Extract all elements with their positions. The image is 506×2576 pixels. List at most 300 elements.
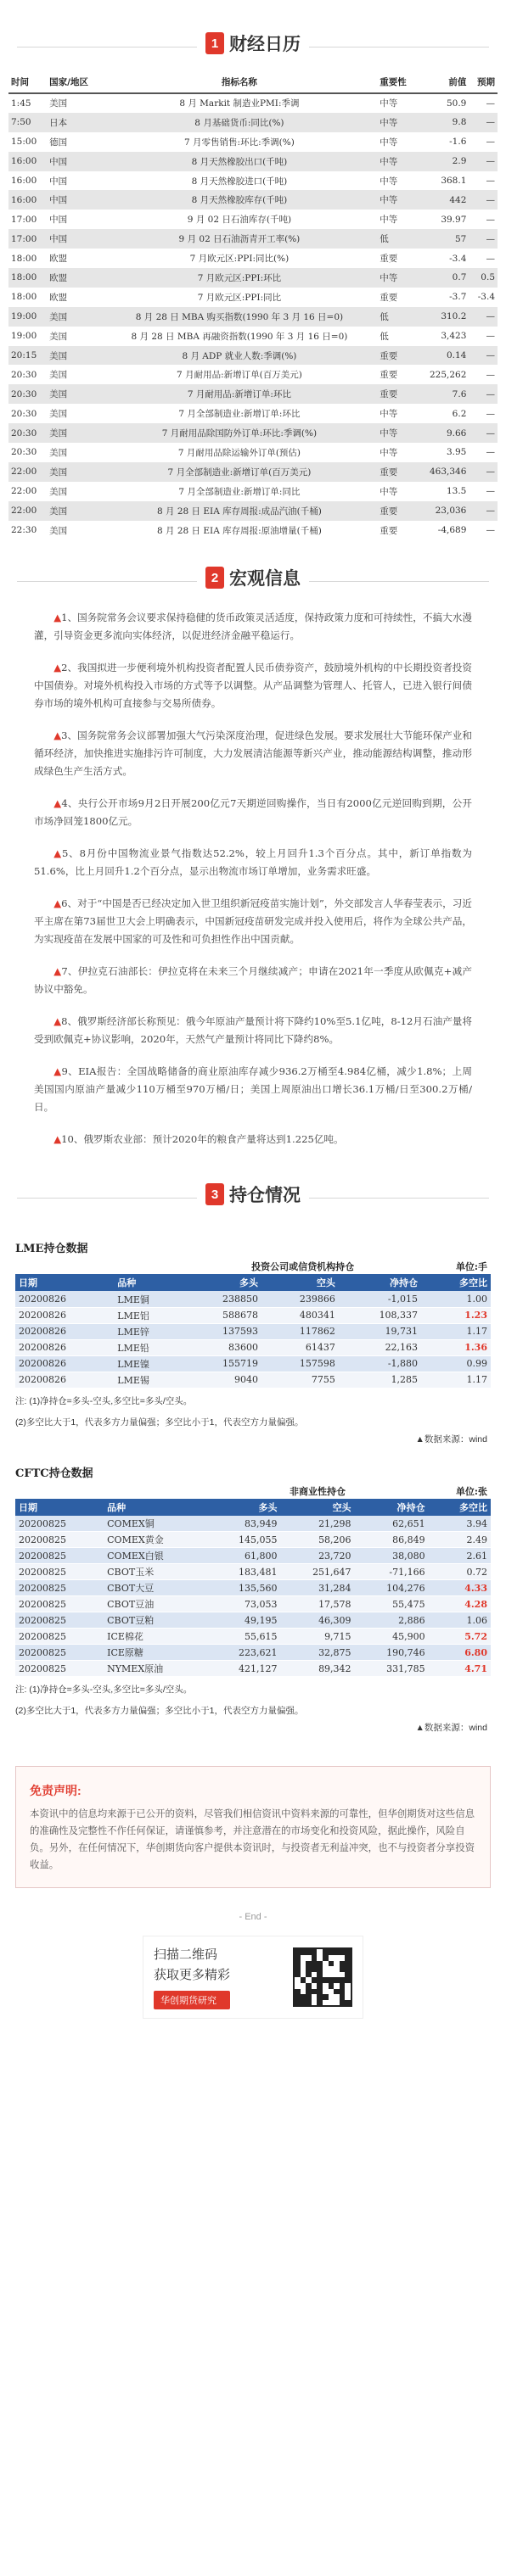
news-text: 8、俄罗斯经济部长称预见：俄今年原油产量预计将下降约10%至5.1亿吨，8-12月石油产量将受到欧佩克+协议影响，2020年，天然气产量预计将同比下降约8%。 — [34, 1015, 472, 1046]
cftc-col-header: 空头 — [281, 1499, 355, 1516]
cell-previous: 225,262 — [429, 369, 467, 380]
table-header-row — [8, 71, 498, 93]
cftc-cell: 83,949 — [206, 1516, 280, 1532]
lme-col-header: 空头 — [261, 1274, 339, 1291]
lme-cell: -1,015 — [339, 1291, 421, 1307]
cell-indicator: 7 月零售销售:环比:季调(%) — [184, 137, 295, 148]
lme-note-2: (2)多空比大于1，代表多方力量偏强；多空比小于1，代表空方力量偏强。 — [15, 1417, 304, 1428]
cell-indicator: 7 月全部制造业:新增订单(百万美元) — [102, 462, 378, 482]
col-forecast: 预期 — [469, 71, 498, 93]
section-header-calendar — [0, 31, 506, 64]
lme-col-header: 日期 — [15, 1274, 114, 1291]
cftc-cell: 4.28 — [429, 1596, 491, 1612]
cell-previous: 9.8 — [417, 113, 469, 132]
calendar-row — [8, 327, 498, 346]
calendar-row — [8, 462, 498, 482]
cftc-cell: 104,276 — [355, 1580, 429, 1596]
lme-cell: 238850 — [184, 1291, 261, 1307]
cell-importance: 中等 — [377, 190, 417, 210]
calendar-row — [8, 404, 498, 423]
calendar-row — [8, 210, 498, 229]
cell-previous: 310.2 — [417, 307, 469, 327]
calendar-row — [8, 443, 498, 462]
disclaimer-box — [15, 1766, 491, 1888]
news-item — [34, 845, 472, 880]
cftc-cell: 55,475 — [355, 1596, 429, 1612]
section-title: 持仓情况 — [229, 1186, 301, 1206]
cftc-cell: COMEX铜 — [104, 1516, 206, 1532]
cell-forecast: — — [486, 447, 495, 458]
cell-indicator: 8 月 28 日 EIA 库存周报:成品汽油(千桶) — [102, 501, 378, 521]
cftc-cell: 38,080 — [355, 1548, 429, 1564]
news-item — [34, 1131, 472, 1148]
cell-indicator: 7 月耐用品:新增订单:环比 — [102, 384, 378, 404]
lme-cell: LME锡 — [114, 1372, 184, 1388]
triangle-bullet-icon: ▲ — [53, 897, 62, 910]
cell-time: 16:00 — [8, 152, 47, 171]
lme-cell: 108,337 — [339, 1307, 421, 1323]
cell-country: 美国 — [47, 307, 102, 327]
table-row — [15, 1645, 491, 1661]
cell-previous: -4,689 — [437, 525, 467, 536]
news-item — [34, 963, 472, 998]
cell-country: 欧盟 — [47, 268, 102, 288]
cftc-cell: 2.49 — [429, 1532, 491, 1548]
table-row — [15, 1629, 491, 1645]
cell-indicator: 8 月 Markit 制造业PMI:季调 — [179, 98, 300, 109]
cftc-cell: 331,785 — [355, 1661, 429, 1677]
lme-cell: 1.23 — [421, 1307, 491, 1323]
cftc-cell: 49,195 — [206, 1612, 280, 1629]
cell-country: 德国 — [49, 137, 68, 148]
lme-col-header: 净持仓 — [339, 1274, 421, 1291]
lme-cell: 155719 — [184, 1355, 261, 1372]
triangle-bullet-icon: ▲ — [53, 612, 62, 624]
cell-time: 22:00 — [11, 486, 37, 497]
cell-country: 欧盟 — [49, 254, 68, 265]
news-text: 5、8月份中国物流业景气指数达52.2%，较上月回升1.3个百分点。其中，新订单指数为51.6%，比上月回升1.2个百分点，显示出物流市场订单增加，业务需求旺盛。 — [34, 847, 472, 878]
calendar-row — [8, 249, 498, 268]
lme-cell: LME铝 — [114, 1307, 184, 1323]
cftc-cell: 61,800 — [206, 1548, 280, 1564]
cell-time: 20:30 — [11, 408, 37, 419]
triangle-bullet-icon: ▲ — [53, 1015, 62, 1028]
cftc-cell: 20200825 — [15, 1661, 104, 1677]
news-text: 1、国务院常务会议要求保持稳健的货币政策灵活适度，保持政策力度和可持续性，不搞大水漫灌，引导资金更多流向实体经济，以促进经济金融平稳运行。 — [34, 612, 472, 642]
cell-time: 17:00 — [11, 214, 37, 225]
cell-importance: 中等 — [380, 137, 398, 148]
cftc-cell: 62,651 — [355, 1516, 429, 1532]
cell-time: 16:00 — [11, 176, 37, 186]
news-text: 4、央行公开市场9月2日开展200亿元7天期逆回购操作，当日有2000亿元逆回购到期，公开市场净回笼1800亿元。 — [34, 797, 472, 828]
cftc-title-text: CFTC持仓数据 — [15, 1467, 93, 1480]
lme-cell: 1.36 — [421, 1339, 491, 1355]
section-number-badge: 1 — [205, 32, 224, 54]
cell-previous: 0.7 — [417, 268, 469, 288]
cell-time: 20:15 — [8, 346, 47, 366]
lme-cell: LME镍 — [114, 1355, 184, 1372]
cftc-cell: 4.71 — [429, 1661, 491, 1677]
cell-time: 22:00 — [8, 501, 47, 521]
cell-time: 20:30 — [11, 447, 37, 458]
section-number-badge: 3 — [205, 1183, 224, 1205]
cell-time: 19:00 — [11, 331, 37, 342]
cell-forecast: — — [469, 501, 498, 521]
lme-cell: LME铜 — [114, 1291, 184, 1307]
cell-country: 美国 — [49, 98, 68, 109]
qr-line-2: 获取更多精彩 — [154, 1968, 231, 1983]
cftc-source: ▲数据来源：wind — [415, 1723, 487, 1734]
cell-time: 18:00 — [11, 292, 37, 303]
news-item — [34, 609, 472, 645]
col-time: 时间 — [8, 71, 47, 93]
cell-country: 美国 — [47, 384, 102, 404]
lme-cell: 22,163 — [339, 1339, 421, 1355]
news-text: 2、我国拟进一步便利境外机构投资者配置人民币债券资产，鼓励境外机构的中长期投资者投资中国债券。对境外机构投入市场的方式等予以调整。从产品调整为管理人、托管人，已进入银行间债券市场的境外机构可直接参与交易所债券。 — [34, 662, 472, 710]
cell-previous: 3,423 — [441, 331, 467, 342]
table-row — [15, 1596, 491, 1612]
cftc-cell: 145,055 — [206, 1532, 280, 1548]
lme-cell: 20200826 — [15, 1339, 114, 1355]
disclaimer-title: 免责声明: — [30, 1784, 82, 1798]
cell-indicator: 8 月天然橡胶库存(千吨) — [102, 190, 378, 210]
calendar-row — [8, 521, 498, 540]
cell-indicator: 8 月 ADP 就业人数:季调(%) — [102, 346, 378, 366]
cftc-cell: ICE棉花 — [104, 1629, 206, 1645]
col-importance: 重要性 — [377, 71, 417, 93]
cell-importance: 中等 — [377, 113, 417, 132]
cftc-cell: 2,886 — [355, 1612, 429, 1629]
cell-country: 美国 — [47, 346, 102, 366]
col-previous: 前值 — [417, 71, 469, 93]
cftc-cell: CBOT豆油 — [104, 1596, 206, 1612]
lme-cell: 20200826 — [15, 1355, 114, 1372]
cell-indicator: 8 月 28 日 MBA 购买指数(1990 年 3 月 16 日=0) — [102, 307, 378, 327]
lme-title-text: LME持仓数据 — [15, 1243, 88, 1256]
lme-cell: 0.99 — [421, 1355, 491, 1372]
cell-country: 美国 — [49, 331, 68, 342]
cell-previous: 39.97 — [441, 214, 467, 225]
lme-cell: 20200826 — [15, 1291, 114, 1307]
news-item — [34, 727, 472, 780]
cell-time: 22:00 — [8, 462, 47, 482]
disclaimer-text: 本资讯中的信息均来源于已公开的资料，尽管我们相信资讯中资料来源的可靠性，但华创期货对这些信息的准确性及完整性不作任何保证，请谨慎参考，并注意潜在的市场变化和投资风险，据此操作，风险自负。另外，在任何情况下，华创期货向客户提供本资讯时，与投资者无利益冲突，也不与投资者分享投资收益。 — [30, 1809, 475, 1871]
cftc-cell: 1.06 — [429, 1612, 491, 1629]
cftc-note-1: 注: (1)净持仓=多头-空头,多空比=多头/空头。 — [15, 1685, 193, 1696]
table-row — [15, 1291, 491, 1307]
cftc-col-header: 品种 — [104, 1499, 206, 1516]
cell-previous: 13.5 — [446, 486, 467, 497]
lme-cell: 83600 — [184, 1339, 261, 1355]
lme-note-1: 注: (1)净持仓=多头-空头,多空比=多头/空头。 — [15, 1395, 193, 1406]
cftc-cell: 58,206 — [281, 1532, 355, 1548]
end-marker: - End - — [239, 1912, 267, 1923]
cell-indicator: 7 月欧元区:PPI:同比 — [197, 292, 282, 303]
lme-cell: 1.17 — [421, 1372, 491, 1388]
cell-previous: 0.14 — [417, 346, 469, 366]
cell-forecast: — — [469, 423, 498, 443]
qr-brand: 华创期货研究 — [154, 1991, 230, 2009]
cftc-cell: 183,481 — [206, 1564, 280, 1580]
cell-country: 美国 — [49, 486, 68, 497]
calendar-row — [8, 93, 498, 113]
cftc-cell: 4.33 — [429, 1580, 491, 1596]
cftc-note-2: (2)多空比大于1，代表多方力量偏强；多空比小于1，代表空方力量偏强。 — [15, 1706, 304, 1717]
cell-forecast: 0.5 — [469, 268, 498, 288]
cftc-cell: 20200825 — [15, 1596, 104, 1612]
cell-previous: 7.6 — [417, 384, 469, 404]
cell-previous: 23,036 — [417, 501, 469, 521]
qr-code-icon[interactable] — [293, 1947, 352, 2007]
qr-line-1: 扫描二维码 — [154, 1947, 218, 1963]
lme-cell: 61437 — [261, 1339, 339, 1355]
news-item — [34, 795, 472, 830]
cell-importance: 中等 — [377, 268, 417, 288]
triangle-bullet-icon: ▲ — [53, 729, 62, 742]
lme-source: ▲数据来源：wind — [415, 1433, 487, 1444]
cell-forecast: — — [469, 462, 498, 482]
calendar-row — [8, 190, 498, 210]
cell-time: 20:30 — [8, 423, 47, 443]
cftc-cell: -71,166 — [355, 1564, 429, 1580]
news-item — [34, 1013, 472, 1048]
cftc-cell: 20200825 — [15, 1580, 104, 1596]
triangle-bullet-icon: ▲ — [53, 797, 62, 810]
lme-cell: 157598 — [261, 1355, 339, 1372]
cell-importance: 重要 — [380, 292, 398, 303]
calendar-row — [8, 365, 498, 384]
cell-previous: 463,346 — [417, 462, 469, 482]
cell-country: 美国 — [47, 501, 102, 521]
news-text: 3、国务院常务会议部署加强大气污染深度治理，促进绿色发展。要求发展壮大节能环保产业和循环经济，加快推进实施排污许可制度，大力发展清洁能源等新兴产业，推动能源结构调整，推动形成绿色生产生活方式。 — [34, 729, 472, 778]
triangle-bullet-icon: ▲ — [53, 1133, 62, 1146]
cell-previous: 442 — [417, 190, 469, 210]
cell-indicator: 7 月耐用品:新增订单(百万美元) — [177, 370, 302, 381]
cell-time: 20:30 — [11, 369, 37, 380]
cftc-cell: 17,578 — [281, 1596, 355, 1612]
cftc-cell: 55,615 — [206, 1629, 280, 1645]
cftc-col-header: 净持仓 — [355, 1499, 429, 1516]
lme-cell: 588678 — [184, 1307, 261, 1323]
lme-col-header: 多头 — [184, 1274, 261, 1291]
calendar-row — [8, 307, 498, 327]
cftc-cell: 251,647 — [281, 1564, 355, 1580]
cell-country: 中国 — [49, 176, 68, 187]
cftc-cell: 5.72 — [429, 1629, 491, 1645]
cell-importance: 中等 — [380, 98, 398, 109]
cell-importance: 重要 — [380, 370, 398, 381]
table-row — [15, 1307, 491, 1323]
lme-title — [15, 1239, 491, 1255]
cell-indicator: 7 月耐用品除运输外订单(预估) — [177, 447, 301, 458]
news-text: 7、伊拉克石油部长：伊拉克将在未来三个月继续减产；申请在2021年一季度从欧佩克+减产协议中豁免。 — [34, 965, 472, 996]
cell-forecast: — — [469, 190, 498, 210]
cell-forecast: — — [486, 98, 495, 109]
lme-cell: 117862 — [261, 1323, 339, 1339]
cell-previous: -3.7 — [449, 292, 467, 303]
table-row — [15, 1339, 491, 1355]
cftc-cell: 0.72 — [429, 1564, 491, 1580]
cell-forecast: — — [486, 525, 495, 536]
cell-importance: 中等 — [380, 486, 398, 497]
col-indicator: 指标名称 — [102, 71, 378, 93]
cell-importance: 中等 — [377, 423, 417, 443]
cell-importance: 低 — [377, 229, 417, 249]
lme-cell: 9040 — [184, 1372, 261, 1388]
cftc-cell: 6.80 — [429, 1645, 491, 1661]
triangle-bullet-icon: ▲ — [53, 662, 62, 674]
lme-cell: 7755 — [261, 1372, 339, 1388]
cftc-cell: 9,715 — [281, 1629, 355, 1645]
cell-forecast: — — [486, 214, 495, 225]
cell-country: 中国 — [47, 229, 102, 249]
cell-importance: 低 — [377, 307, 417, 327]
cftc-cell: 32,875 — [281, 1645, 355, 1661]
cell-importance: 重要 — [377, 462, 417, 482]
cell-country: 美国 — [49, 447, 68, 458]
cftc-cell: COMEX黄金 — [104, 1532, 206, 1548]
cell-country: 美国 — [47, 462, 102, 482]
cell-importance: 中等 — [380, 409, 398, 420]
table-row — [15, 1372, 491, 1388]
news-text: 6、对于“中国是否已经决定加入世卫组织新冠疫苗实施计划”，外交部发言人华春莹表示，习近平主席在第73届世卫大会上明确表示，中国新冠疫苗研发完成并投入使用后，将作为全球公共产品，为实现疫苗在发展中国家的可及性和可负担性作出中国贡献。 — [34, 897, 472, 946]
lme-cell: LME铅 — [114, 1339, 184, 1355]
cell-time: 20:30 — [8, 384, 47, 404]
section-header-macro — [0, 565, 506, 599]
cell-time: 15:00 — [11, 137, 37, 148]
cell-time: 18:00 — [8, 268, 47, 288]
cell-forecast: -3.4 — [477, 292, 495, 303]
cftc-cell: 190,746 — [355, 1645, 429, 1661]
cftc-cell: 20200825 — [15, 1612, 104, 1629]
lme-cell: LME锌 — [114, 1323, 184, 1339]
triangle-bullet-icon: ▲ — [53, 965, 62, 978]
news-item — [34, 659, 472, 712]
cell-previous: 3.95 — [446, 447, 467, 458]
cftc-cell: NYMEX原油 — [104, 1661, 206, 1677]
cell-importance: 低 — [380, 331, 389, 342]
cftc-cell: 3.94 — [429, 1516, 491, 1532]
cftc-cell: 20200825 — [15, 1548, 104, 1564]
table-row — [15, 1532, 491, 1548]
lme-cell: 480341 — [261, 1307, 339, 1323]
cell-indicator: 7 月欧元区:PPI:同比(%) — [189, 254, 290, 265]
cell-time: 22:30 — [11, 525, 37, 536]
cell-indicator: 7 月耐用品除国防外订单:环比:季调(%) — [102, 423, 378, 443]
cell-importance: 重要 — [380, 525, 398, 536]
calendar-row — [8, 288, 498, 307]
cell-forecast: — — [469, 384, 498, 404]
cftc-cell: 23,720 — [281, 1548, 355, 1564]
section-title: 财经日历 — [229, 35, 301, 54]
col-country: 国家/地区 — [47, 71, 102, 93]
cell-previous: -3.4 — [449, 253, 467, 264]
cftc-col-header: 日期 — [15, 1499, 104, 1516]
calendar-row — [8, 346, 498, 366]
cell-country: 美国 — [49, 370, 68, 381]
cell-time: 19:00 — [8, 307, 47, 327]
cell-forecast: — — [486, 486, 495, 497]
economic-calendar-table — [8, 71, 498, 539]
cell-indicator: 8 月天然橡胶出口(千吨) — [102, 152, 378, 171]
section-number-badge: 2 — [205, 567, 224, 589]
cell-previous: 9.66 — [417, 423, 469, 443]
cell-country: 美国 — [49, 409, 68, 420]
cftc-col-header: 多头 — [206, 1499, 280, 1516]
positions-section — [0, 1222, 506, 1734]
cell-country: 中国 — [47, 152, 102, 171]
cell-indicator: 9 月 02 日石油沥青开工率(%) — [102, 229, 378, 249]
calendar-row — [8, 229, 498, 249]
cftc-cell: 20200825 — [15, 1532, 104, 1548]
qr-promo — [143, 1936, 363, 2019]
section-header-positions — [0, 1182, 506, 1215]
macro-news-list — [0, 606, 506, 1171]
cftc-cell: 21,298 — [281, 1516, 355, 1532]
cell-indicator: 8 月基础货币:同比(%) — [102, 113, 378, 132]
cell-previous: 2.9 — [417, 152, 469, 171]
calendar-row — [8, 384, 498, 404]
cftc-cell: 421,127 — [206, 1661, 280, 1677]
calendar-row — [8, 113, 498, 132]
cell-indicator: 8 月天然橡胶进口(千吨) — [191, 176, 288, 187]
cell-forecast: — — [486, 176, 495, 186]
cell-time: 1:45 — [11, 98, 31, 109]
news-text: 9、EIA报告：全国战略储备的商业原油库存减少936.2万桶至4.984亿桶，减少1.8%；上周美国国内原油产量减少110万桶至970万桶/日；美国上周原油出口增长36.1万桶/日至300.2万桶/日。 — [34, 1065, 472, 1114]
lme-cell: 20200826 — [15, 1372, 114, 1388]
cell-indicator: 8 月 28 日 MBA 再融资指数(1990 年 3 月 16 日=0) — [131, 331, 348, 342]
cftc-title — [15, 1464, 491, 1480]
news-text: 10、俄罗斯农业部：预计2020年的粮食产量将达到1.225亿吨。 — [61, 1133, 344, 1146]
cell-importance: 中等 — [377, 152, 417, 171]
lme-cell: -1,880 — [339, 1355, 421, 1372]
cell-indicator: 7 月欧元区:PPI:环比 — [102, 268, 378, 288]
cftc-table — [15, 1484, 491, 1678]
lme-unit: 单位:手 — [421, 1259, 491, 1274]
cftc-cell: CBOT豆粕 — [104, 1612, 206, 1629]
cell-importance: 中等 — [380, 447, 398, 458]
table-row — [15, 1661, 491, 1677]
cell-country: 美国 — [49, 525, 68, 536]
cell-forecast: — — [486, 137, 495, 148]
lme-cell: 239866 — [261, 1291, 339, 1307]
cell-previous: 6.2 — [452, 408, 467, 419]
cell-forecast: — — [469, 152, 498, 171]
cell-importance: 中等 — [380, 176, 398, 187]
cftc-cell: CBOT大豆 — [104, 1580, 206, 1596]
calendar-row — [8, 268, 498, 288]
cell-time: 7:50 — [8, 113, 47, 132]
cell-importance: 重要 — [377, 346, 417, 366]
cell-importance: 重要 — [377, 384, 417, 404]
news-item — [34, 1063, 472, 1116]
cell-indicator: 7 月全部制造业:新增订单:同比 — [178, 486, 301, 497]
table-row — [15, 1564, 491, 1580]
lme-col-header: 品种 — [114, 1274, 184, 1291]
table-row — [15, 1548, 491, 1564]
cftc-cell: 20200825 — [15, 1645, 104, 1661]
cell-importance: 重要 — [377, 501, 417, 521]
cell-forecast: — — [469, 229, 498, 249]
triangle-bullet-icon: ▲ — [53, 847, 62, 860]
lme-group-header: 投资公司或信贷机构持仓 — [184, 1259, 421, 1274]
cftc-cell: 73,053 — [206, 1596, 280, 1612]
cell-country: 日本 — [47, 113, 102, 132]
cftc-cell: 135,560 — [206, 1580, 280, 1596]
lme-cell: 20200826 — [15, 1307, 114, 1323]
table-row — [15, 1612, 491, 1629]
cell-previous: 50.9 — [446, 98, 467, 109]
